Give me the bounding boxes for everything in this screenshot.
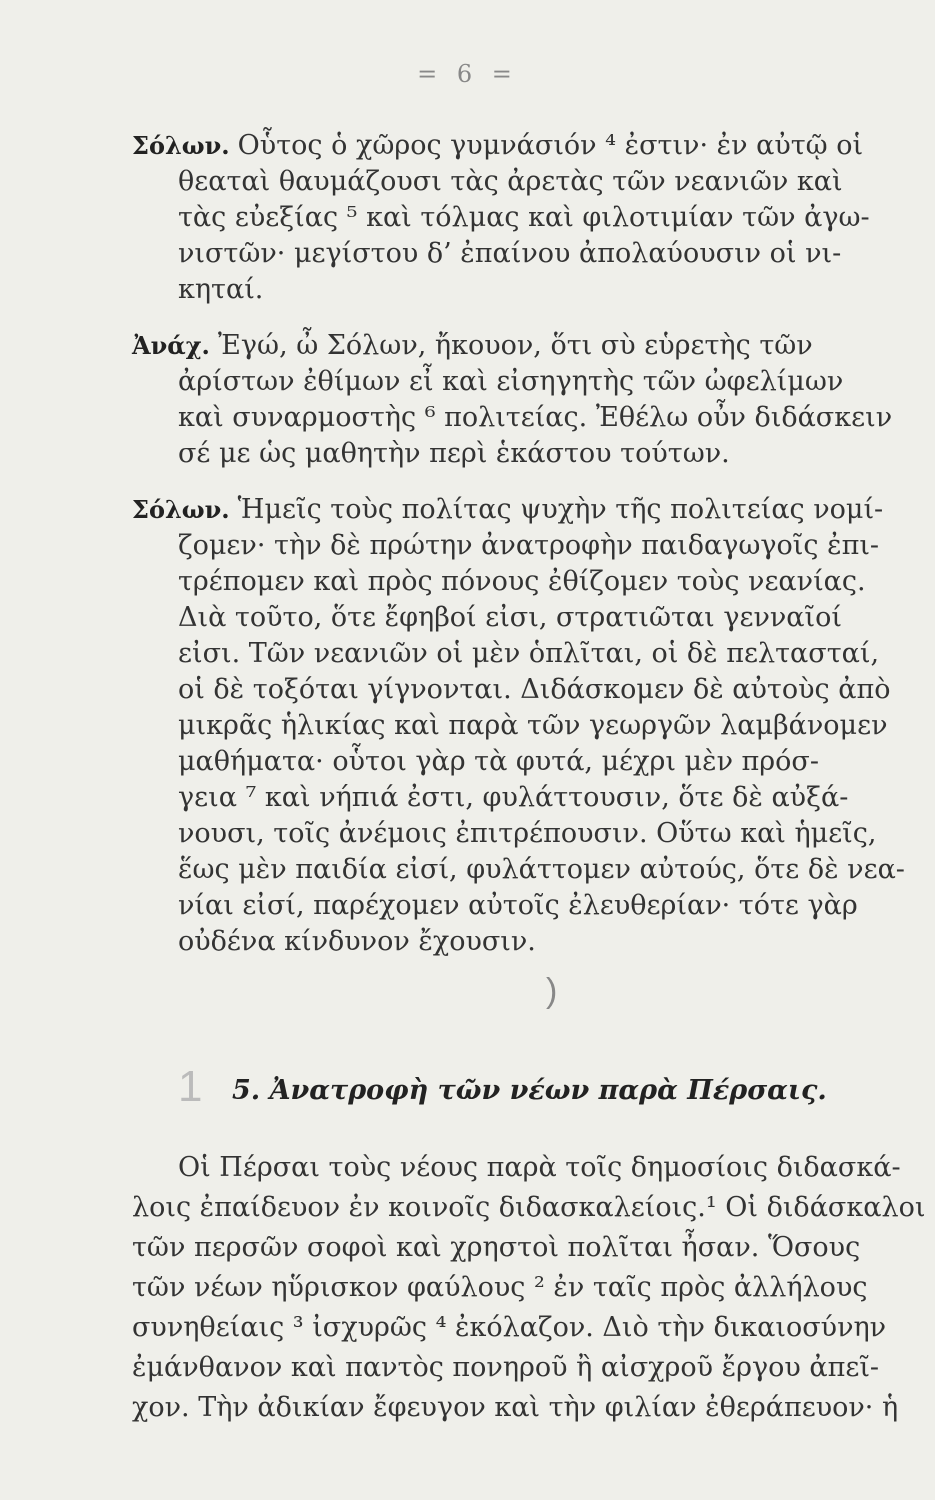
- dialogue-line: θεαταὶ θαυμάζουσι τὰς ἀρετὰς τῶν νεανιῶν καὶ: [178, 166, 843, 197]
- paragraph-line: συνηθείαις ³ ἰσχυρῶς ⁴ ἐκόλαζον. Διὸ τὴν δικαιοσύνην: [132, 1312, 887, 1343]
- dialogue-line: καὶ συναρμοστὴς ⁶ πολιτείας. Ἐθέλω οὖν διδάσκειν: [178, 402, 893, 433]
- page-number: = 6 =: [417, 60, 518, 88]
- dialogue-line: ἕως μὲν παιδία εἰσί, φυλάττομεν αὐτούς, ὅτε δὲ νεα-: [178, 854, 905, 885]
- dialogue-line: οἱ δὲ τοξόται γίγνονται. Διδάσκομεν δὲ αὐτοὺς ἀπὸ: [178, 674, 891, 705]
- speaker-label: Σόλων.: [132, 131, 230, 160]
- speaker-label: Ἀνάχ.: [132, 331, 210, 360]
- paragraph-line: Οἱ Πέρσαι τοὺς νέους παρὰ τοῖς δημοσίοις διδασκά-: [178, 1152, 901, 1183]
- paragraph-line: χον. Τὴν ἀδικίαν ἔφευγον καὶ τὴν φιλίαν ἐθεράπευον· ἡ: [132, 1392, 899, 1423]
- dialogue-line: Διὰ τοῦτο, ὅτε ἔφηβοί εἰσι, στρατιῶται γενναῖοί: [178, 602, 842, 633]
- dialogue-line: τὰς εὐεξίας ⁵ καὶ τόλμας καὶ φιλοτιμίαν τῶν ἀγω-: [178, 202, 870, 233]
- dialogue-line: ἀρίστων ἐθίμων εἶ καὶ εἰσηγητὴς τῶν ὠφελίμων: [178, 366, 844, 397]
- dialogue-line: Σόλων. Ἡμεῖς τοὺς πολίτας ψυχὴν τῆς πολιτείας νομί-: [132, 494, 884, 525]
- pencil-margin-mark: 1: [178, 1062, 203, 1111]
- dialogue-line: νουσι, τοῖς ἀνέμοις ἐπιτρέπουσιν. Οὕτω καὶ ἡμεῖς,: [178, 818, 877, 849]
- paragraph-line: λοις ἐπαίδευον ἐν κοινοῖς διδασκαλείοις.¹ Οἱ διδάσκαλοι: [132, 1192, 926, 1223]
- dialogue-line: ζομεν· τὴν δὲ πρώτην ἀνατροφὴν παιδαγωγοῖς ἐπι-: [178, 530, 880, 561]
- section-heading: 5. Ἀνατροφὴ τῶν νέων παρὰ Πέρσαις.: [232, 1075, 827, 1106]
- pencil-paren-mark: ): [546, 972, 558, 1010]
- dialogue-line: νίαι εἰσί, παρέχομεν αὐτοῖς ἐλευθερίαν· τότε γὰρ: [178, 890, 858, 921]
- dialogue-line: Σόλων. Οὗτος ὁ χῶρος γυμνάσιόν ⁴ ἐστιν· ἐν αὐτῷ οἱ: [132, 130, 864, 161]
- dialogue-line: Ἀνάχ. Ἐγώ, ὦ Σόλων, ἤκουον, ὅτι σὺ εὑρετὴς τῶν: [132, 330, 813, 361]
- paragraph-line: τῶν νέων ηὕρισκον φαύλους ² ἐν ταῖς πρὸς ἀλλήλους: [132, 1272, 868, 1303]
- dialogue-line: εἰσι. Τῶν νεανιῶν οἱ μὲν ὁπλῖται, οἱ δὲ πελτασταί,: [178, 638, 880, 669]
- dialogue-line: οὐδένα κίνδυνον ἔχουσιν.: [178, 926, 536, 957]
- dialogue-line: κηταί.: [178, 274, 264, 305]
- paragraph-line: ἐμάνθανον καὶ παντὸς πονηροῦ ἢ αἰσχροῦ ἔργου ἀπεῖ-: [132, 1352, 880, 1383]
- dialogue-line: σέ με ὡς μαθητὴν περὶ ἑκάστου τούτων.: [178, 438, 730, 469]
- dialogue-line: νιστῶν· μεγίστου δ’ ἐπαίνου ἀπολαύουσιν οἱ νι-: [178, 238, 842, 269]
- speaker-label: Σόλων.: [132, 495, 230, 524]
- dialogue-line: μικρᾶς ἡλικίας καὶ παρὰ τῶν γεωργῶν λαμβάνομεν: [178, 710, 888, 741]
- dialogue-line: τρέπομεν καὶ πρὸς πόνους ἐθίζομεν τοὺς νεανίας.: [178, 566, 866, 597]
- dialogue-line: γεια ⁷ καὶ νήπιά ἐστι, φυλάττουσιν, ὅτε δὲ αὐξά-: [178, 782, 849, 813]
- paragraph-line: τῶν περσῶν σοφοὶ καὶ χρηστοὶ πολῖται ἦσαν. Ὅσους: [132, 1232, 861, 1263]
- dialogue-line: μαθήματα· οὗτοι γὰρ τὰ φυτά, μέχρι μὲν πρόσ-: [178, 746, 819, 777]
